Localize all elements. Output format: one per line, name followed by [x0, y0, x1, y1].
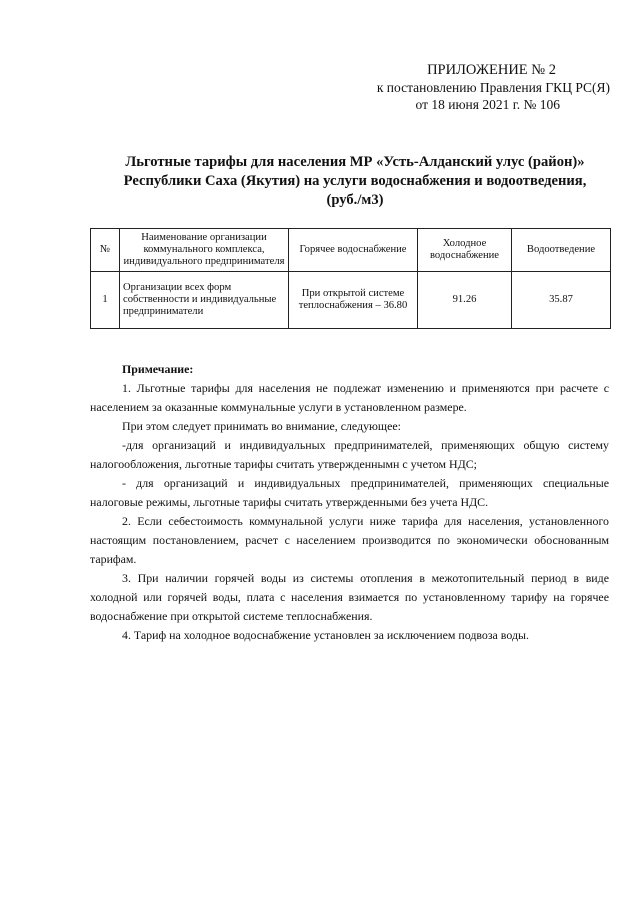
- note-paragraph: 3. При наличии горячей воды из системы отопления в межотопительный период в виде холодной или горячей воды, плата с населения взимается по установленному тарифу на горячее водоснабжение при открытой системе теплоснабжения.: [90, 571, 609, 623]
- cell-hot-water: При открытой системе теплоснабжения – 36.80: [289, 272, 418, 329]
- note-paragraph: 1. Льготные тарифы для населения не подлежат изменению и применяются при расчете с населением за оказанные коммунальные услуги в установленном размере.: [90, 381, 609, 414]
- tariff-table: [90, 228, 611, 329]
- column-header-hot-water: Горячее водоснабжение: [289, 229, 418, 272]
- notes-section: [90, 360, 609, 645]
- table-row: [91, 272, 611, 329]
- column-header-organization: Наименование организации коммунального комплекса, индивидуального предпринимателя: [120, 229, 289, 272]
- title-line-1: Льготные тарифы для населения МР «Усть-Алданский улус (район)»: [125, 154, 585, 170]
- note-paragraph: При этом следует принимать во внимание, следующее:: [122, 419, 401, 433]
- cell-cold-water: 91.26: [418, 272, 512, 329]
- column-header-number: №: [91, 229, 120, 272]
- appendix-date: от 18 июня 2021 г. № 106: [415, 97, 560, 112]
- note-paragraph: -для организаций и индивидуальных предпринимателей, применяющих общую систему налогообложения, льготные тарифы считать утвержденнымн с учетом НДС;: [90, 438, 609, 471]
- cell-number: 1: [91, 272, 120, 329]
- title-line-2: Республики Саха (Якутия) на услуги водоснабжения и водоотведения,: [123, 173, 587, 189]
- column-header-sewerage: Водоотведение: [512, 229, 611, 272]
- appendix-reference: к постановлению Правления ГКЦ РС(Я): [376, 80, 610, 95]
- note-paragraph: - для организаций и индивидуальных предпринимателей, применяющих специальные налоговые режимы, льготные тарифы считать утвержденными без учета НДС.: [90, 476, 609, 509]
- appendix-block: [377, 62, 610, 113]
- appendix-number: ПРИЛОЖЕНИЕ № 2: [427, 62, 556, 78]
- cell-sewerage: 35.87: [512, 272, 611, 329]
- table-header-row: [91, 229, 611, 272]
- document-title: [90, 153, 620, 210]
- note-paragraph: 4. Тариф на холодное водоснабжение установлен за исключением подвоза воды.: [122, 628, 529, 642]
- column-header-cold-water: Холодное водоснабжение: [418, 229, 512, 272]
- notes-heading: Примечание:: [122, 362, 194, 376]
- note-paragraph: 2. Если себестоимость коммунальной услуги ниже тарифа для населения, установленного настоящим постановлением, расчет с населением производится по экономически обоснованным тарифам.: [90, 514, 609, 566]
- title-line-3: (руб./м3): [326, 192, 384, 208]
- cell-organization: Организации всех форм собственности и индивидуальные предприниматели: [120, 272, 289, 329]
